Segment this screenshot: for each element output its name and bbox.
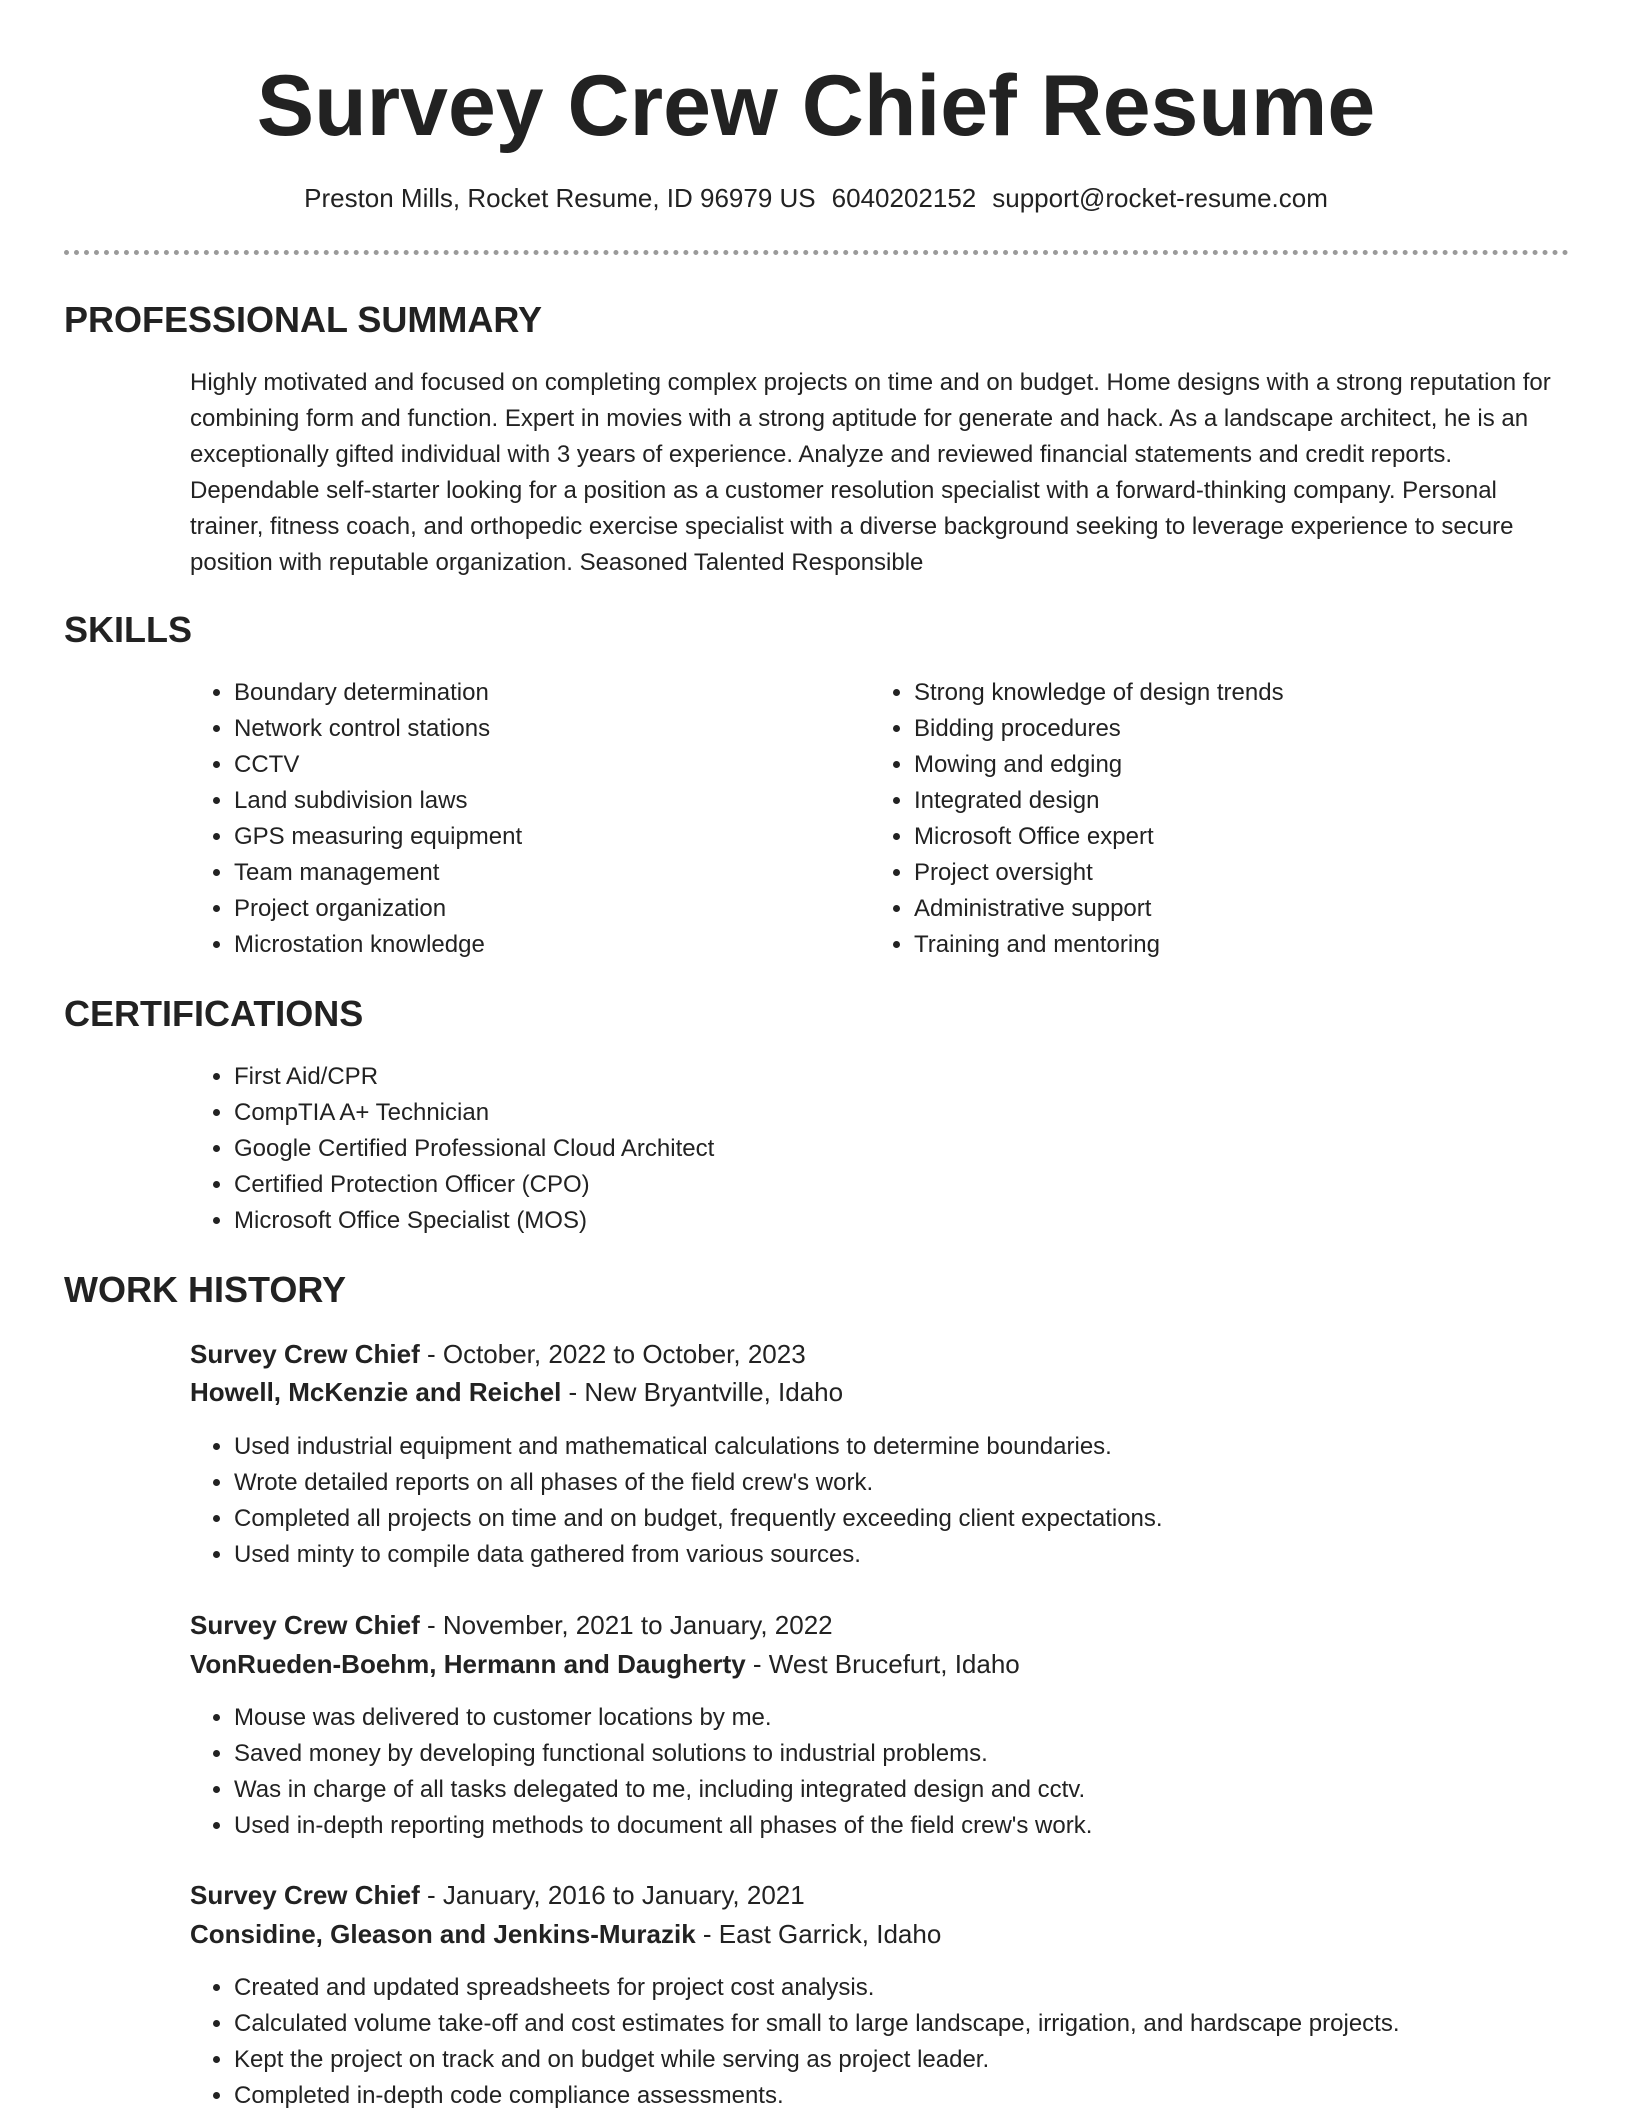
- job-dates: - October, 2022 to October, 2023: [419, 1339, 806, 1369]
- job-title-line: [190, 1877, 805, 1913]
- job-dates: - January, 2016 to January, 2021: [419, 1880, 805, 1910]
- summary-text: Highly motivated and focused on completing complex projects on time and on budget. Home designs with a strong reputation for combining form and function. Expert in movies with a strong aptitude for generate and hack. As a landscape architect, he is an exceptionally gifted individual with 3 years of experience. Analyze and reviewed financial statements and credit reports. Dependable self-starter looking for a position as a customer resolution specialist with a forward-thinking company. Personal trainer, fitness coach, and orthopedic exercise specialist with a diverse background seeking to leverage experience to secure position with reputable organization. Seasoned Talented Responsible: [190, 369, 1551, 576]
- job-bullet: • Completed all projects on time and on budget, frequently exceeding client expectations.: [234, 1501, 1614, 1537]
- skill-item: • Mowing and edging: [914, 747, 1594, 783]
- job-bullet: • Kept the project on track and on budget while serving as project leader.: [234, 2042, 1632, 2078]
- skill-item: • Administrative support: [914, 891, 1594, 927]
- job-company-line: [190, 1646, 1020, 1682]
- job-bullet: • Mouse was delivered to customer locations by me.: [234, 1700, 1614, 1736]
- skill-item: • Project organization: [234, 891, 854, 927]
- job-company: VonRueden-Boehm, Hermann and Daugherty: [190, 1649, 746, 1679]
- section-heading-skills: SKILLS: [64, 609, 193, 650]
- job-bullet: • Saved money by developing functional solutions to industrial problems.: [234, 1736, 1614, 1772]
- job-bullet: • Was in charge of all tasks delegated to me, including integrated design and cctv.: [234, 1772, 1614, 1808]
- job-location: - New Bryantville, Idaho: [561, 1377, 844, 1407]
- skill-item: • Microstation knowledge: [234, 927, 854, 963]
- job-bullet: • Wrote detailed reports on all phases of the field crew's work.: [234, 1465, 1614, 1501]
- job-company: Considine, Gleason and Jenkins-Murazik: [190, 1919, 696, 1949]
- job-title: Survey Crew Chief: [190, 1610, 420, 1640]
- job-bullet: • Created and updated spreadsheets for project cost analysis.: [234, 1970, 1632, 2006]
- skill-item: • CCTV: [234, 747, 854, 783]
- header-divider: [64, 250, 1569, 255]
- job-bullets: [190, 1700, 1614, 1844]
- job-bullet: • Used in-depth reporting methods to document all phases of the field crew's work.: [234, 1808, 1614, 1844]
- certification-item: • Microsoft Office Specialist (MOS): [234, 1203, 1534, 1239]
- job-company: Howell, McKenzie and Reichel: [190, 1377, 562, 1407]
- job-company-line: [190, 1374, 843, 1410]
- job-bullet: • Used industrial equipment and mathematical calculations to determine boundaries.: [234, 1429, 1614, 1465]
- job-dates: - November, 2021 to January, 2022: [419, 1610, 833, 1640]
- job-title-line: [190, 1607, 833, 1643]
- skill-item: • Integrated design: [914, 783, 1594, 819]
- job-company-line: [190, 1916, 941, 1952]
- skill-item: • Project oversight: [914, 855, 1594, 891]
- contact-email: support@rocket-resume.com: [992, 183, 1328, 213]
- certification-item: • Google Certified Professional Cloud Architect: [234, 1131, 1534, 1167]
- contact-address: Preston Mills, Rocket Resume, ID 96979 US: [304, 183, 816, 213]
- job-bullet: • Used minty to compile data gathered from various sources.: [234, 1537, 1614, 1573]
- certification-item: • Certified Protection Officer (CPO): [234, 1167, 1534, 1203]
- skill-item: • Team management: [234, 855, 854, 891]
- skill-item: • Network control stations: [234, 711, 854, 747]
- job-bullet: • Completed in-depth code compliance assessments.: [234, 2078, 1632, 2114]
- section-heading-summary: PROFESSIONAL SUMMARY: [64, 299, 543, 340]
- skills-list-right: [870, 675, 1594, 963]
- contact-phone: 6040202152: [831, 183, 977, 213]
- job-bullet: • Calculated volume take-off and cost estimates for small to large landscape, irrigation, and hardscape projects.: [234, 2006, 1632, 2042]
- contact-line: [0, 180, 1632, 216]
- certification-item: • First Aid/CPR: [234, 1059, 1534, 1095]
- job-bullets: [190, 1429, 1614, 1573]
- page-title: Survey Crew Chief Resume: [256, 58, 1376, 154]
- skill-item: • Training and mentoring: [914, 927, 1594, 963]
- certification-item: • CompTIA A+ Technician: [234, 1095, 1534, 1131]
- section-heading-certifications: CERTIFICATIONS: [64, 993, 364, 1034]
- job-title: Survey Crew Chief: [190, 1339, 420, 1369]
- job-location: - West Brucefurt, Idaho: [745, 1649, 1020, 1679]
- skill-item: • Strong knowledge of design trends: [914, 675, 1594, 711]
- skill-item: • Microsoft Office expert: [914, 819, 1594, 855]
- job-title-line: [190, 1336, 806, 1372]
- job-title: Survey Crew Chief: [190, 1880, 420, 1910]
- job-location: - East Garrick, Idaho: [695, 1919, 942, 1949]
- skill-item: • Land subdivision laws: [234, 783, 854, 819]
- skills-list-left: [190, 675, 854, 963]
- section-heading-work-history: WORK HISTORY: [64, 1269, 347, 1310]
- skill-item: • Boundary determination: [234, 675, 854, 711]
- job-bullets: [190, 1970, 1632, 2114]
- certifications-list: [190, 1059, 1534, 1239]
- skill-item: • Bidding procedures: [914, 711, 1594, 747]
- skill-item: • GPS measuring equipment: [234, 819, 854, 855]
